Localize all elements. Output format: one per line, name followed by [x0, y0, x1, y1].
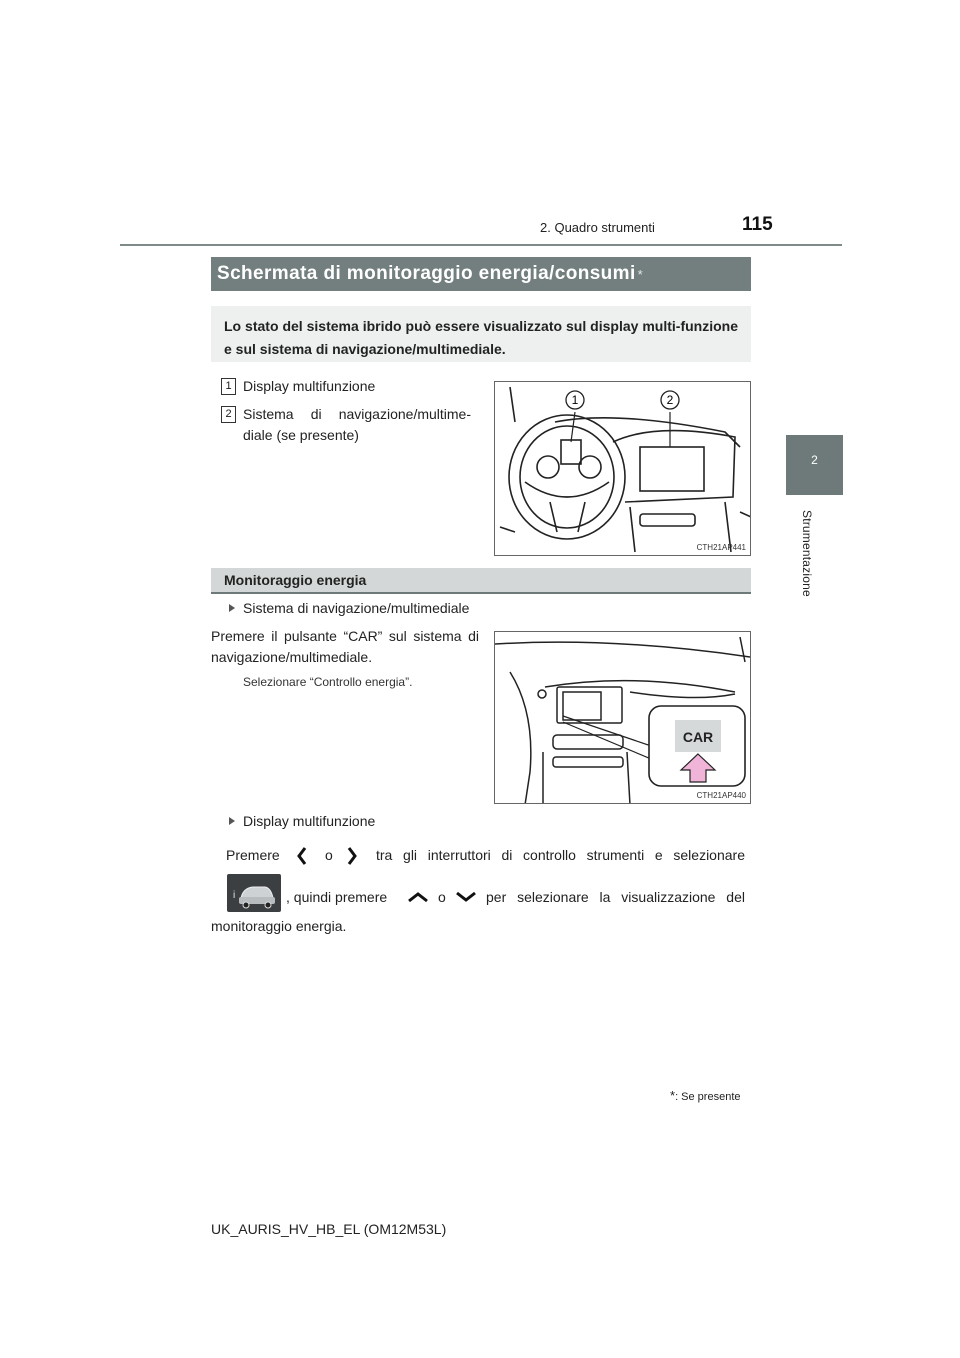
mfd-line2-a: , quindi premere [286, 889, 388, 905]
svg-text:i: i [233, 890, 236, 901]
mfd-line3: monitoraggio energia. [211, 918, 347, 934]
nav-screen-shape [640, 447, 704, 491]
bullet-arrow-icon [229, 817, 235, 825]
mfd-line1-b: o [325, 847, 333, 863]
chevron-right-icon [346, 846, 358, 866]
intro-box: Lo stato del sistema ibrido può essere visualizzato sul display multi-funzione e sul sistema di navigazione/multimediale. [211, 306, 751, 362]
mfd-line1-c: tra gli interruttori di controllo strumenti e selezionare [376, 847, 745, 863]
energy-monitor-display-icon [227, 874, 281, 912]
chapter-tab-label: Strumentazione [800, 510, 814, 597]
footer-code: UK_AURIS_HV_HB_EL (OM12M53L) [211, 1221, 447, 1237]
chapter-tab-number: 2 [811, 453, 818, 467]
running-header-section: 2. Quadro strumenti [540, 220, 655, 235]
bullet-mfd-text: Display multifunzione [243, 813, 376, 829]
item-text-1: Display multifunzione [243, 378, 376, 394]
nav-note: Selezionare “Controllo energia”. [243, 675, 413, 689]
bullet-nav [229, 598, 469, 618]
section-title-bar [211, 257, 751, 291]
footnote-text: : Se presente [675, 1091, 741, 1103]
figure-dashboard [494, 381, 751, 556]
mfd-line2-b: o [438, 889, 446, 905]
mfd-line1-a: Premere [226, 847, 280, 863]
item-number-1: 1 [221, 378, 236, 395]
figure-car-button [494, 631, 751, 804]
chevron-down-icon [455, 891, 477, 903]
car-button-illustration [495, 632, 751, 804]
subsection-title: Monitoraggio energia [211, 568, 751, 594]
chevron-left-icon [296, 846, 308, 866]
bullet-mfd [229, 811, 375, 831]
nav-paragraph: Premere il pulsante “CAR” sul sistema di navigazione/multimediale. [211, 628, 479, 665]
callout-2: 2 [666, 393, 674, 407]
footnote [670, 1088, 741, 1103]
mfd-line2-c: per selezionare la visualizzazione del [486, 889, 745, 905]
section-title: Schermata di monitoraggio energia/consumi [217, 263, 636, 284]
item-number-2: 2 [221, 406, 236, 423]
bullet-nav-text: Sistema di navigazione/multimediale [243, 600, 470, 616]
item-text-2: Sistema di navigazione/multime-diale (se presente) [243, 406, 471, 443]
chevron-up-icon [407, 891, 429, 903]
optional-mark: * [637, 266, 644, 282]
page-number: 115 [742, 214, 773, 235]
bullet-arrow-icon [229, 604, 235, 612]
car-button-label: CAR [682, 729, 714, 745]
dashboard-illustration [495, 382, 751, 556]
figure-code-2: CTH21AP440 [696, 791, 746, 800]
figure-code-1: CTH21AP441 [696, 543, 746, 552]
callout-1: 1 [571, 393, 579, 407]
header-rule [120, 244, 842, 246]
footnote-mark: * [670, 1088, 676, 1103]
